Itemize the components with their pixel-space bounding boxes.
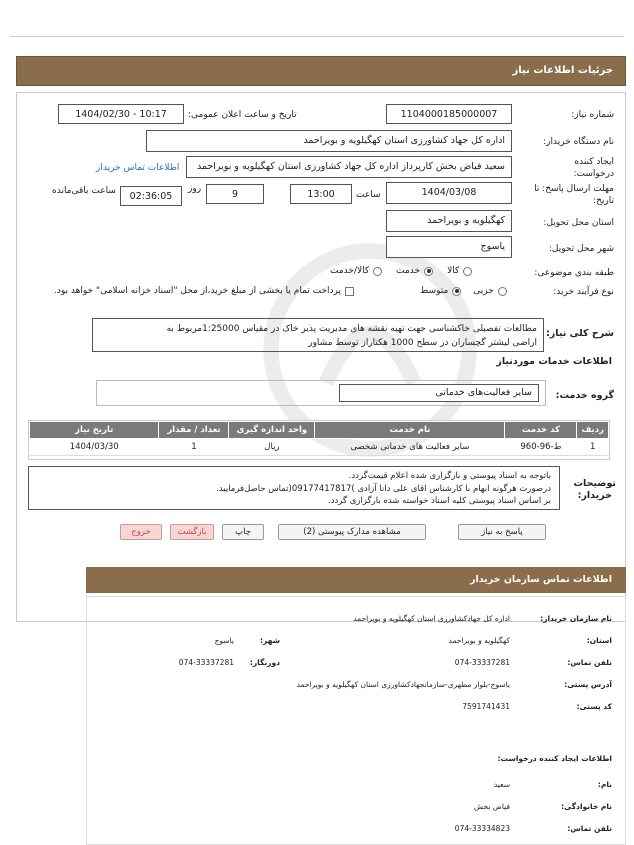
days-remaining-field: 9 <box>206 184 264 204</box>
category-option-goods-service[interactable]: کالا/خدمت <box>330 266 382 276</box>
contact-phone-label: تلفن تماس: <box>567 658 612 667</box>
remaining-label: ساعت باقی‌مانده <box>52 186 116 196</box>
creator-first-name-label: نام: <box>597 780 612 789</box>
services-table <box>29 421 609 456</box>
view-attachments-button[interactable]: مشاهده مدارک پیوستی (2) <box>278 524 426 540</box>
top-divider <box>10 36 624 37</box>
cell-service-name: سایر فعالیت های خدماتی شخصی <box>315 439 505 456</box>
buyer-contact-panel <box>86 596 626 845</box>
creator-last-name-label: نام خانوادگی: <box>561 802 612 811</box>
buyer-notes-line-3: بر اساس اسناد پیوستی کلیه اسناد خواسته شده بارگزاری گردد. <box>328 496 551 506</box>
contact-phone-value: 074-33337281 <box>454 658 510 667</box>
process-option-medium[interactable]: متوسط <box>420 286 461 296</box>
creator-info-title: اطلاعات ایجاد کننده درخواست: <box>497 754 612 763</box>
announce-datetime-field: 1404/02/30 - 10:17 <box>58 104 184 124</box>
back-button[interactable]: بازگشت <box>170 524 214 540</box>
contact-fax-label: دورنگار: <box>249 658 280 667</box>
cell-need-date: 1404/03/30 <box>30 439 159 456</box>
services-info-heading: اطلاعات خدمات موردنیاز <box>496 356 612 367</box>
col-header-service-code: کد خدمت <box>505 422 577 439</box>
col-header-quantity: تعداد / مقدار <box>159 422 229 439</box>
table-header-row <box>30 422 609 439</box>
exit-button[interactable]: خروج <box>120 524 162 540</box>
service-group-label: گروه خدمت: <box>555 390 614 401</box>
buyer-contact-section-header <box>86 567 626 593</box>
col-header-unit: واحد اندازه گیری <box>229 422 315 439</box>
deadline-time-field: 13:00 <box>290 184 352 204</box>
contact-city-label: شهر: <box>260 636 280 645</box>
process-label: نوع فرآیند خرید: <box>553 287 614 297</box>
creator-label-line2: درخواست: <box>573 169 614 179</box>
deadline-label-line2: تاریخ: <box>593 196 614 206</box>
buyer-notes-line-2: درصورت هرگونه ابهام با کارشناس اقای علی دانا آزادی )09177417817(تماس حاصل‌فرمایید. <box>216 483 551 494</box>
deadline-date-field: 1404/03/08 <box>386 182 512 204</box>
category-label: طبقه بندی موضوعی: <box>534 268 614 278</box>
reply-button[interactable]: پاسخ به نیاز <box>458 524 546 540</box>
province-field: کهگیلویه و بویراحمد <box>386 210 512 232</box>
summary-box <box>92 318 544 352</box>
creator-first-name-value: سعید <box>493 780 510 789</box>
radio-icon <box>463 267 472 276</box>
cell-service-code: ط-96-960 <box>505 439 577 456</box>
contact-postal-label: کد پستی: <box>576 702 612 711</box>
cell-row-number: 1 <box>577 439 609 456</box>
city-field: یاسوج <box>386 236 512 258</box>
col-header-service-name: نام خدمت <box>315 422 505 439</box>
province-label: استان محل تحویل: <box>543 218 614 228</box>
col-header-need-date: تاریخ نیاز <box>30 422 159 439</box>
creator-field: سعید فیاض بخش کارپرداز اداره کل جهاد کشاورزی استان کهگیلویه و بویراحمد <box>186 156 512 178</box>
cell-unit: ریال <box>229 439 315 456</box>
page-header <box>16 56 626 86</box>
creator-last-name-value: فیاض بخش <box>473 802 510 811</box>
category-radio-group <box>330 266 472 276</box>
contact-address-value: یاسوج-بلوار مطهری-سازمانجهادکشاورزی استان کهگیلویه و بویراحمد <box>296 680 510 689</box>
payment-checkbox-row[interactable]: پرداخت تمام یا بخشی از مبلغ خرید،از محل "اسناد خزانه اسلامی" خواهد بود. <box>54 286 354 296</box>
buyer-notes-label-line2: خریدار: <box>577 490 612 501</box>
summary-line-2: اراضی لیشتر گچساران در سطح 1000 هکتاراز توسط مشاور <box>308 338 537 348</box>
contact-address-label: آدرس پستی: <box>564 680 612 689</box>
need-number-field: 1104000185000007 <box>386 104 512 124</box>
contact-fax-value: 074-33337281 <box>178 658 234 667</box>
city-label: شهر محل تحویل: <box>548 244 614 254</box>
checkbox-icon <box>345 287 354 296</box>
buyer-org-field: اداره کل جهاد کشاورزی استان کهگیلویه و بویراحمد <box>146 130 512 152</box>
category-option-goods[interactable]: کالا <box>447 266 472 276</box>
buyer-notes-label-line1: توضیحات <box>573 478 616 489</box>
contact-province-value: کهگیلویه و بویراحمد <box>448 636 510 645</box>
buyer-notes-box <box>28 466 560 510</box>
need-number-label: شماره نیاز: <box>571 110 614 120</box>
remaining-time-field: 02:36:05 <box>120 186 182 206</box>
services-table-container <box>28 420 610 460</box>
announce-label: تاریخ و ساعت اعلان عمومی: <box>188 110 297 120</box>
deadline-label-line1: مهلت ارسال پاسخ: تا <box>534 184 614 194</box>
process-option-minor[interactable]: جزیی <box>473 286 507 296</box>
creator-phone-value: 074-33334823 <box>454 824 510 833</box>
summary-label: شرح کلی نیاز: <box>545 328 614 339</box>
buyer-contact-link[interactable]: اطلاعات تماس خریدار <box>96 163 180 173</box>
summary-line-1: مطالعات تفصیلی خاکشناسی جهت تهیه نقشه های مدیریت پذیر خاک در مقیاس 1:25000مربوط به <box>166 324 537 334</box>
days-label: روز <box>188 184 202 194</box>
contact-org-value: اداره کل جهادکشاورزی استان کهگیلویه و بویراحمد <box>353 614 510 623</box>
contact-postal-value: 7591741431 <box>462 702 510 711</box>
radio-selected-icon <box>452 287 461 296</box>
radio-selected-icon <box>424 267 433 276</box>
contact-province-label: استان: <box>586 636 612 645</box>
process-radio-group <box>420 286 507 296</box>
radio-icon <box>498 287 507 296</box>
contact-city-value: یاسوج <box>214 636 234 645</box>
contact-org-label: نام سازمان خریدار: <box>540 614 612 623</box>
col-header-row-number: ردیف <box>577 422 609 439</box>
buyer-org-label: نام دستگاه خریدار: <box>543 137 614 147</box>
service-group-container <box>96 380 546 406</box>
table-row <box>30 439 609 456</box>
category-option-service[interactable]: خدمت <box>396 266 433 276</box>
creator-phone-label: تلفن تماس: <box>567 824 612 833</box>
service-group-field: سایر فعالیت‌های خدماتی <box>339 384 539 402</box>
print-button[interactable]: چاپ <box>222 524 264 540</box>
buyer-notes-line-1: باتوجه به اسناد پیوستی و بارگزاری شده اعلام قیمت‌گردد. <box>348 471 551 481</box>
radio-icon <box>373 267 382 276</box>
creator-label-line1: ایجاد کننده <box>574 157 614 167</box>
cell-quantity: 1 <box>159 439 229 456</box>
time-label: ساعت <box>356 190 381 200</box>
page-title: جزئیات اطلاعات نیاز <box>512 65 613 76</box>
buyer-contact-title: اطلاعات تماس سازمان خریدار <box>469 574 612 585</box>
